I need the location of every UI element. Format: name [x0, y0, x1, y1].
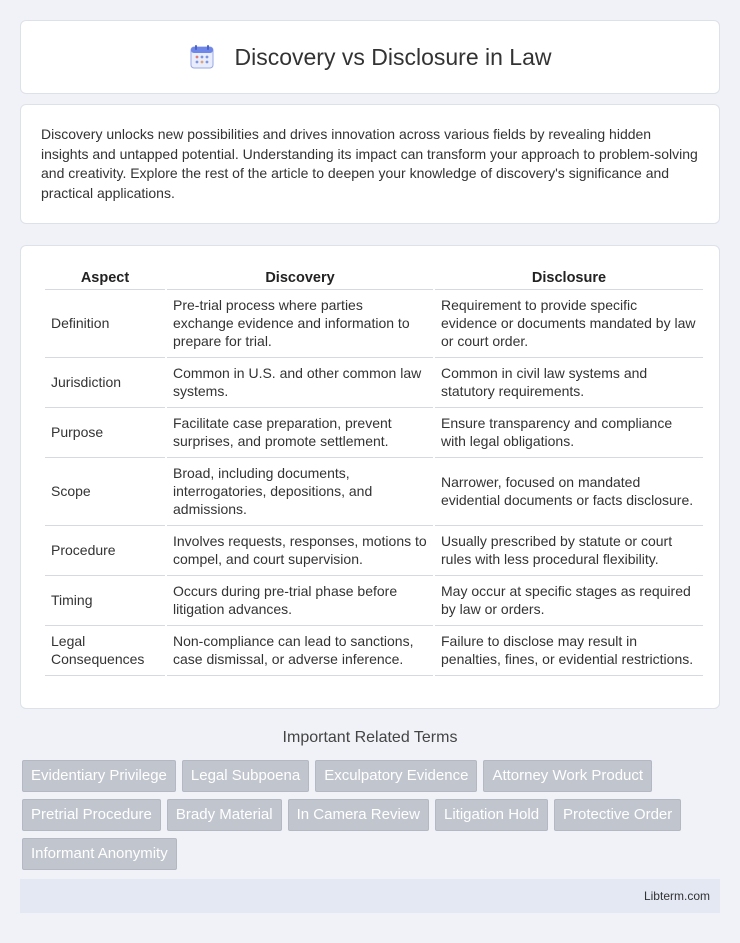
- related-term-tag[interactable]: Pretrial Procedure: [22, 799, 161, 831]
- related-term-tag[interactable]: Evidentiary Privilege: [22, 760, 176, 792]
- footer-site-link[interactable]: Libterm.com: [643, 889, 710, 903]
- table-row: [45, 358, 703, 408]
- table-row: [45, 290, 703, 358]
- aspect-cell: Scope: [45, 458, 165, 526]
- disclosure-cell: Common in civil law systems and statutory requirements.: [435, 358, 703, 408]
- table-row: [45, 576, 703, 626]
- disclosure-cell: Usually prescribed by statute or court rules with less procedural flexibility.: [435, 526, 703, 576]
- related-term-tag[interactable]: Protective Order: [554, 799, 681, 831]
- calendar-grid-icon: [189, 44, 215, 70]
- discovery-cell: Broad, including documents, interrogatories, depositions, and admissions.: [167, 458, 433, 526]
- column-header-disclosure: Disclosure: [435, 266, 703, 290]
- disclosure-cell: Requirement to provide specific evidence or documents mandated by law or court order.: [435, 290, 703, 358]
- related-term-tag[interactable]: In Camera Review: [288, 799, 429, 831]
- aspect-cell: Jurisdiction: [45, 358, 165, 408]
- discovery-cell: Facilitate case preparation, prevent surprises, and promote settlement.: [167, 408, 433, 458]
- title-wrap: [189, 44, 552, 71]
- related-terms-list: [22, 760, 722, 870]
- column-header-aspect: Aspect: [45, 266, 165, 290]
- header-card: [20, 20, 720, 94]
- table-header-row: [45, 266, 703, 290]
- aspect-cell: Legal Consequences: [45, 626, 165, 676]
- disclosure-cell: Narrower, focused on mandated evidential documents or facts disclosure.: [435, 458, 703, 526]
- related-term-tag[interactable]: Exculpatory Evidence: [315, 760, 477, 792]
- comparison-table-card: [20, 245, 720, 709]
- table-row: [45, 626, 703, 676]
- disclosure-cell: May occur at specific stages as required by law or orders.: [435, 576, 703, 626]
- comparison-table: [43, 266, 705, 676]
- aspect-cell: Definition: [45, 290, 165, 358]
- related-terms-title: Important Related Terms: [282, 729, 458, 746]
- column-header-discovery: Discovery: [167, 266, 433, 290]
- intro-text: Discovery unlocks new possibilities and drives innovation across various fields by revealing hidden insights and untapped potential. Understanding its impact can transform your approach to problem-solving and creativity. Explore the rest of the article to deepen your knowledge of discovery's significance and practical applications.: [41, 126, 698, 201]
- discovery-cell: Involves requests, responses, motions to compel, and court supervision.: [167, 526, 433, 576]
- discovery-cell: Occurs during pre-trial phase before litigation advances.: [167, 576, 433, 626]
- discovery-cell: Non-compliance can lead to sanctions, case dismissal, or adverse inference.: [167, 626, 433, 676]
- related-term-tag[interactable]: Litigation Hold: [435, 799, 548, 831]
- table-row: [45, 458, 703, 526]
- intro-card: [20, 104, 720, 224]
- aspect-cell: Procedure: [45, 526, 165, 576]
- disclosure-cell: Ensure transparency and compliance with legal obligations.: [435, 408, 703, 458]
- related-term-tag[interactable]: Brady Material: [167, 799, 282, 831]
- related-term-tag[interactable]: Attorney Work Product: [483, 760, 652, 792]
- related-term-tag[interactable]: Legal Subpoena: [182, 760, 309, 792]
- table-row: [45, 526, 703, 576]
- disclosure-cell: Failure to disclose may result in penalties, fines, or evidential restrictions.: [435, 626, 703, 676]
- page-title: Discovery vs Disclosure in Law: [234, 43, 552, 70]
- table-row: [45, 408, 703, 458]
- discovery-cell: Common in U.S. and other common law systems.: [167, 358, 433, 408]
- aspect-cell: Timing: [45, 576, 165, 626]
- discovery-cell: Pre-trial process where parties exchange evidence and information to prepare for trial.: [167, 290, 433, 358]
- related-term-tag[interactable]: Informant Anonymity: [22, 838, 177, 870]
- aspect-cell: Purpose: [45, 408, 165, 458]
- footer: [20, 879, 720, 913]
